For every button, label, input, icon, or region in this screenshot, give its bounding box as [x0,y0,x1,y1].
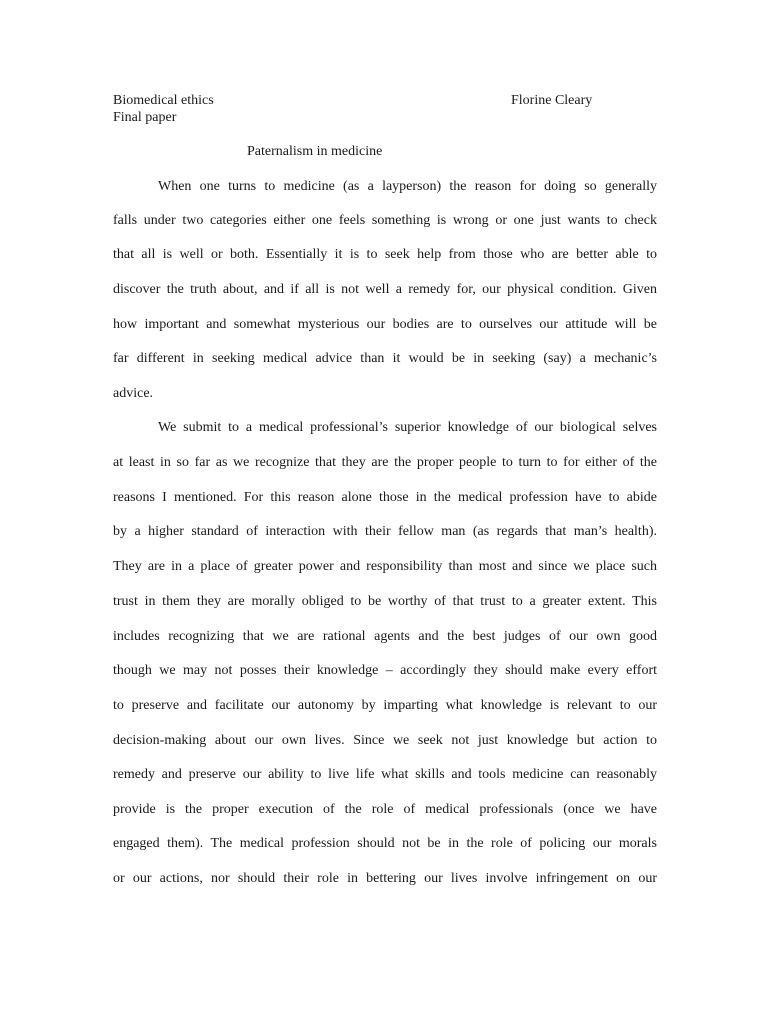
paragraph-2-line: trust in them they are morally obliged to be worthy of that trust to a greater extent. This [113,594,657,609]
paragraph-2-line: includes recognizing that we are rational agents and the best judges of our own good [113,629,657,644]
paragraph-2-line: decision-making about our own lives. Since we seek not just knowledge but action to [113,733,657,748]
paragraph-2-line: They are in a place of greater power and responsibility than most and since we place such [113,559,657,574]
paragraph-2-line: by a higher standard of interaction with their fellow man (as regards that man’s health). [113,524,657,539]
paragraph-2-line: provide is the proper execution of the role of medical professionals (once we have [113,802,657,817]
paragraph-2-line: We submit to a medical professional’s superior knowledge of our biological selves [158,420,657,435]
paper-type: Final paper [113,110,177,125]
paragraph-2-line: though we may not posses their knowledge – accordingly they should make every effort [113,663,657,678]
paragraph-1-line: far different in seeking medical advice than it would be in seeking (say) a mechanic’s [113,351,657,366]
paragraph-2-line: reasons I mentioned. For this reason alone those in the medical profession have to abide [113,490,657,505]
paragraph-1-line: discover the truth about, and if all is not well a remedy for, our physical condition. Given [113,282,657,297]
paragraph-1-line: When one turns to medicine (as a layperson) the reason for doing so generally [158,179,657,194]
paragraph-2-line: to preserve and facilitate our autonomy by imparting what knowledge is relevant to our [113,698,657,713]
paragraph-1-line: falls under two categories either one feels something is wrong or one just wants to check [113,213,657,228]
paragraph-1-line: how important and somewhat mysterious our bodies are to ourselves our attitude will be [113,317,657,332]
paragraph-2-line: at least in so far as we recognize that they are the proper people to turn to for either of the [113,455,657,470]
paragraph-2-line: remedy and preserve our ability to live life what skills and tools medicine can reasonably [113,767,657,782]
paragraph-1-line: advice. [113,386,154,401]
course-name: Biomedical ethics [113,93,214,108]
paragraph-2-line: engaged them). The medical profession should not be in the role of policing our morals [113,836,657,851]
paper-title: Paternalism in medicine [247,144,383,159]
paragraph-1-line: that all is well or both. Essentially it is to seek help from those who are better able to [113,247,657,262]
paragraph-2-line: or our actions, nor should their role in bettering our lives involve infringement on our [113,871,657,886]
author-name: Florine Cleary [511,93,593,108]
